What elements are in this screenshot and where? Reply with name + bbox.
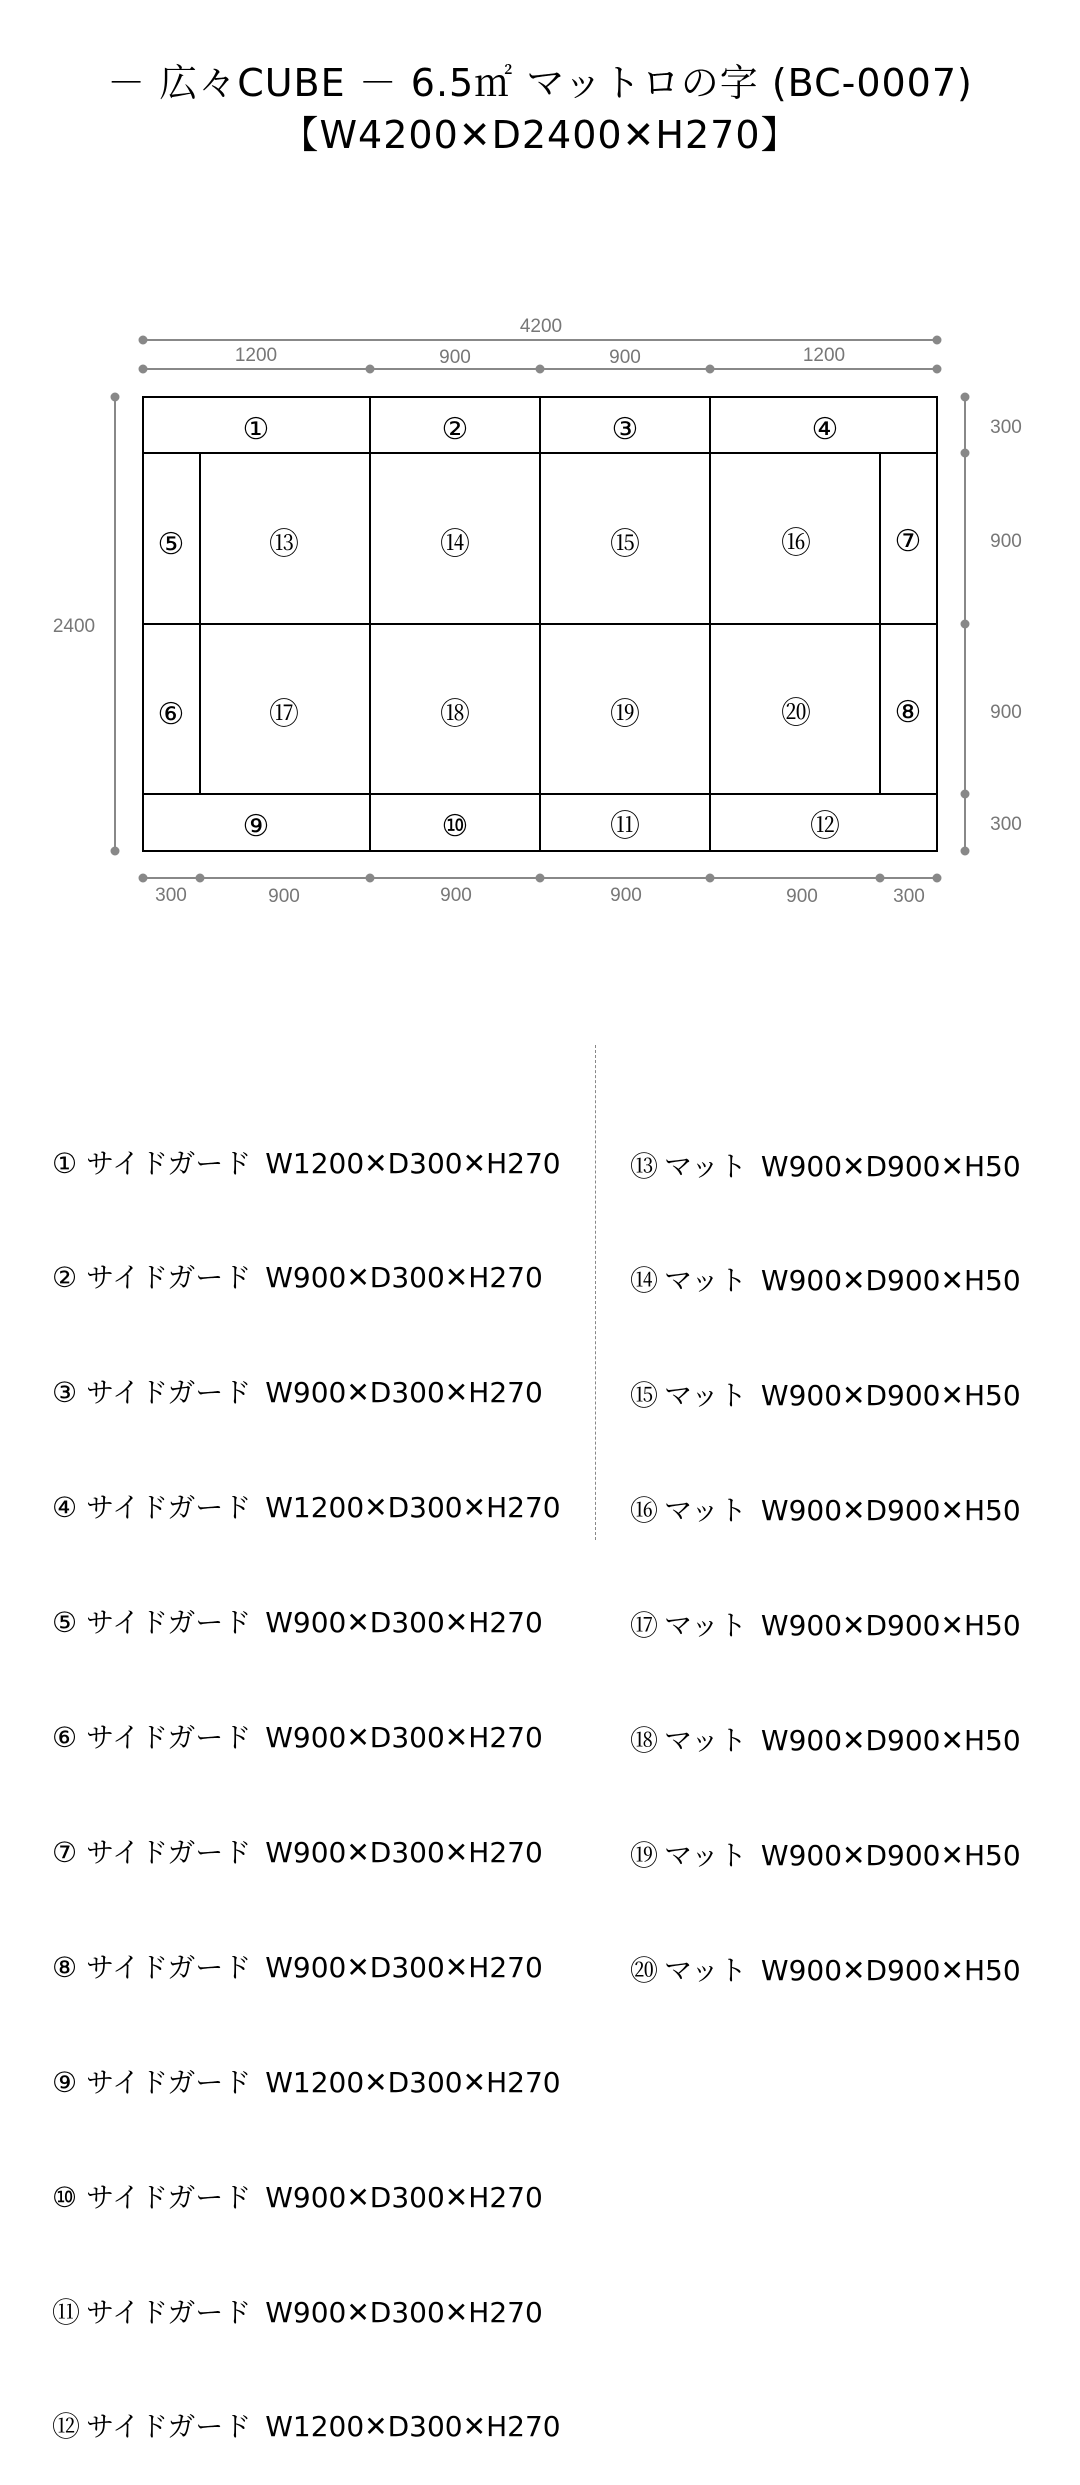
part-name: サイドガード: [86, 2410, 252, 2444]
dim-tick: [877, 875, 884, 882]
list-item: [52, 1719, 561, 1757]
part-size: W900✕D900✕H50: [760, 1264, 1021, 1298]
part-size: W1200✕D300✕H270: [265, 1146, 561, 1180]
plan-grid: [143, 397, 937, 851]
part-size: W900✕D300✕H270: [265, 2180, 543, 2214]
part-size: W900✕D300✕H270: [265, 1376, 543, 1410]
list-item: [52, 2064, 561, 2102]
list-item: [52, 2408, 561, 2446]
part-name: マット: [664, 1838, 747, 1872]
cell-label-11: ⑪: [610, 809, 640, 844]
list-item: [52, 1259, 561, 1297]
list-item: [52, 1604, 561, 1642]
list-item: [630, 1837, 1021, 1875]
cell-label-5: ⑤: [157, 527, 185, 562]
list-item: [52, 1834, 561, 1872]
part-size: W900✕D300✕H270: [265, 1606, 543, 1640]
dim-tick: [140, 875, 147, 882]
cell-label-1: ①: [242, 412, 270, 447]
dim-tick: [112, 394, 119, 401]
title-line-1: － 広々CUBE － 6.5㎡ マットロの字 (BC-0007): [107, 61, 973, 105]
part-name: サイドガード: [86, 1835, 252, 1869]
dim-tick: [962, 621, 969, 628]
part-name: マット: [664, 1149, 747, 1183]
part-size: W900✕D300✕H270: [265, 1721, 543, 1755]
part-name: サイドガード: [86, 1606, 252, 1640]
part-number: ⑯: [630, 1494, 659, 1528]
cell-label-7: ⑦: [894, 524, 922, 559]
part-size: W900✕D900✕H50: [760, 1724, 1021, 1758]
part-name: サイドガード: [86, 1950, 252, 1984]
part-number: ⑮: [630, 1379, 659, 1413]
cell-label-4: ④: [811, 412, 839, 447]
part-number: ⑧: [52, 1950, 78, 1984]
part-number: ①: [52, 1146, 78, 1180]
dim-bottom-5: 900: [786, 886, 818, 907]
list-divider: [595, 1045, 596, 1540]
dim-tick: [934, 366, 941, 373]
list-item: [630, 1262, 1021, 1300]
dim-right-3: 900: [990, 702, 1022, 723]
dim-top-1: 1200: [234, 345, 278, 366]
part-name: マット: [664, 1264, 747, 1298]
dim-tick: [962, 450, 969, 457]
part-size: W1200✕D300✕H270: [265, 2065, 561, 2099]
part-size: W900✕D900✕H50: [760, 1838, 1021, 1872]
list-item: [52, 2294, 561, 2332]
cell-label-14: ⑭: [440, 527, 470, 562]
title-line-2: 【W4200✕D2400✕H270】: [280, 113, 800, 157]
cell-label-16: ⑯: [781, 526, 811, 561]
part-number: ⑩: [52, 2180, 78, 2214]
part-size: W900✕D300✕H270: [265, 1950, 543, 1984]
part-number: ⑦: [52, 1835, 78, 1869]
part-name: サイドガード: [86, 1721, 252, 1755]
part-size: W900✕D900✕H50: [760, 1494, 1021, 1528]
list-item: [52, 1949, 561, 1987]
part-size: W900✕D900✕H50: [760, 1379, 1021, 1413]
dim-top-3: 900: [609, 347, 641, 368]
part-name: サイドガード: [86, 1146, 252, 1180]
list-item: [52, 1145, 561, 1183]
part-size: W1200✕D300✕H270: [265, 2410, 561, 2444]
part-number: ④: [52, 1491, 78, 1525]
list-item: [630, 1148, 1021, 1186]
cell-label-20: ⑳: [781, 696, 811, 731]
part-size: W900✕D300✕H270: [265, 1261, 543, 1295]
list-item: [52, 1489, 561, 1527]
dim-tick: [140, 337, 147, 344]
list-item: [630, 1607, 1021, 1645]
dim-tick: [140, 366, 147, 373]
part-number: ⑲: [630, 1838, 659, 1872]
dim-tick: [707, 366, 714, 373]
cell-label-18: ⑱: [440, 697, 470, 732]
dim-bottom-3: 900: [440, 885, 472, 906]
cell-label-3: ③: [611, 412, 639, 447]
part-number: ⑬: [630, 1149, 659, 1183]
part-name: サイドガード: [86, 2180, 252, 2214]
dim-right-2: 900: [990, 531, 1022, 552]
parts-list-side-guards: [52, 1068, 561, 2485]
dim-top-4: 1200: [802, 345, 846, 366]
parts-list-mats: [630, 1071, 1021, 2028]
cell-label-19: ⑲: [610, 697, 640, 732]
list-item: [52, 1374, 561, 1412]
dim-tick: [707, 875, 714, 882]
cell-label-15: ⑮: [610, 527, 640, 562]
dim-tick: [367, 366, 374, 373]
part-number: ⑱: [630, 1724, 659, 1758]
list-item: [630, 1722, 1021, 1760]
dim-overall-width: 4200: [519, 316, 563, 337]
dim-overall-depth: 2400: [52, 616, 96, 637]
dim-tick: [112, 848, 119, 855]
part-size: W900✕D900✕H50: [760, 1609, 1021, 1643]
list-item: [630, 1492, 1021, 1530]
dim-tick: [962, 394, 969, 401]
part-number: ②: [52, 1261, 78, 1295]
dim-tick: [537, 366, 544, 373]
dim-top-2: 900: [439, 347, 471, 368]
cell-label-13: ⑬: [269, 527, 299, 562]
dim-right-4: 300: [990, 814, 1022, 835]
dim-tick: [367, 875, 374, 882]
cell-label-9: ⑨: [242, 809, 270, 844]
dim-tick: [934, 337, 941, 344]
dim-tick: [934, 875, 941, 882]
dim-bottom-4: 900: [610, 885, 642, 906]
cell-label-12: ⑫: [810, 809, 840, 844]
part-number: ⑫: [52, 2410, 81, 2444]
part-number: ⑰: [630, 1609, 659, 1643]
part-name: マット: [664, 1724, 747, 1758]
list-item: [630, 1377, 1021, 1415]
floor-plan-diagram: [0, 0, 1080, 960]
dim-bottom-2: 900: [268, 886, 300, 907]
part-size: W900✕D300✕H270: [265, 1835, 543, 1869]
dim-tick: [962, 791, 969, 798]
dim-tick: [962, 848, 969, 855]
dim-bottom-1: 300: [155, 885, 187, 906]
dim-bottom-6: 300: [893, 886, 925, 907]
part-number: ⑳: [630, 1953, 659, 1987]
part-size: W900✕D900✕H50: [760, 1149, 1021, 1183]
dim-tick: [537, 875, 544, 882]
list-item: [52, 2179, 561, 2217]
part-name: マット: [664, 1494, 747, 1528]
cell-label-2: ②: [441, 412, 469, 447]
part-size: W900✕D900✕H50: [760, 1953, 1021, 1987]
dim-right-1: 300: [990, 417, 1022, 438]
part-name: マット: [664, 1953, 747, 1987]
cell-label-8: ⑧: [894, 695, 922, 730]
part-name: サイドガード: [86, 1491, 252, 1525]
part-size: W900✕D300✕H270: [265, 2295, 543, 2329]
part-name: サイドガード: [86, 1261, 252, 1295]
part-size: W1200✕D300✕H270: [265, 1491, 561, 1525]
cell-label-17: ⑰: [269, 697, 299, 732]
cell-label-6: ⑥: [157, 697, 185, 732]
cell-label-10: ⑩: [441, 809, 469, 844]
part-number: ⑤: [52, 1606, 78, 1640]
part-name: サイドガード: [86, 1376, 252, 1410]
list-item: [630, 1952, 1021, 1990]
part-name: マット: [664, 1609, 747, 1643]
part-number: ⑨: [52, 2065, 78, 2099]
part-number: ⑪: [52, 2295, 81, 2329]
dim-tick: [197, 875, 204, 882]
part-name: マット: [664, 1379, 747, 1413]
part-number: ⑥: [52, 1721, 78, 1755]
part-number: ⑭: [630, 1264, 659, 1298]
part-number: ③: [52, 1376, 78, 1410]
part-name: サイドガード: [86, 2065, 252, 2099]
part-name: サイドガード: [86, 2295, 252, 2329]
